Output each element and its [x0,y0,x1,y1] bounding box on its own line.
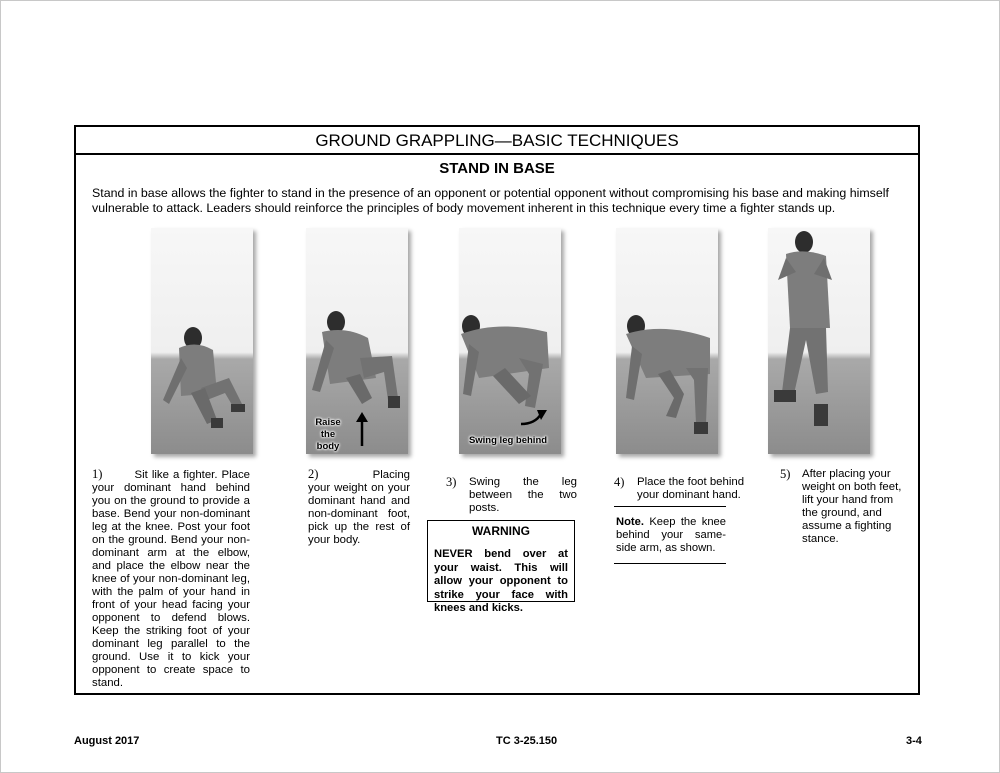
warning-body: NEVER bend over at your waist. This will allow your opponent to strike your face with knees and kicks. [434,548,568,614]
warning-box [427,520,575,614]
step-3 [446,476,582,515]
step-4 [614,476,754,502]
step-4-text: Place the foot behind your dominant hand. [637,476,745,501]
note-label: Note. [616,516,644,528]
raise-label-line-1: Raise [315,417,341,428]
frame-title: GROUND GRAPPLING—BASIC TECHNIQUES [76,127,918,155]
photo-step-4 [616,228,718,454]
step-4-number: 4) [614,475,625,489]
intro-paragraph: Stand in base allows the fighter to stand in the presence of an opponent or potential opponent without compromising his base and making himself vulnerable to attack. Leaders should reinforce the principles of body movement inherent in this technique every time a fighter stands up. [92,186,889,215]
photo-step-3 [459,228,561,454]
step-3-text: Swing the leg between the two posts. [469,476,577,514]
soldier-foot-placement-illustration [616,228,718,454]
soldier-swing-leg-illustration [459,228,561,454]
footer-date: August 2017 [74,735,140,747]
step-5-number: 5) [780,467,791,481]
raise-the-body-label [310,417,346,453]
raise-label-line-3: body [316,441,340,452]
step-3-number: 3) [446,475,457,489]
curved-arrow-icon [521,414,541,424]
footer-page-number: 3-4 [906,735,922,747]
step-1-number: 1) [92,467,103,481]
step-5-text: After placing your weight on both feet, lift your hand from the ground, and assume a fighting stance. [802,468,902,545]
soldier-fighting-stance-illustration [768,228,870,454]
warning-title: WARNING [472,524,530,538]
photo-step-2 [306,228,408,454]
step-5 [780,468,912,546]
step-2-text: Placing your weight on your dominant hand and non-dominant foot, pick up the rest of your body. [308,469,410,546]
note-box [614,506,726,564]
swing-leg-label: Swing leg behind [468,435,548,446]
photo-step-5 [768,228,870,454]
step-1-text: Sit like a fighter. Place your dominant hand behind you on the ground to provide a base. Bend your non-dominant leg at the knee. Post your foot on the ground. Bend your non-dominant arm at the elbow, and place the elbow near the knee of your non-dominant leg, with the palm of your hand in front of your head facing your opponent to defend blows. Keep the striking foot of your dominant leg parallel to the ground. Use it to kick your opponent to create space to stand. [92,469,250,689]
raise-label-line-2: the [320,429,336,440]
photo-step-1 [151,228,253,454]
step-1 [92,468,250,690]
figure-frame [74,125,920,695]
step-2-number: 2) [308,467,319,481]
note-text: Keep the knee behind your same-side arm, as shown. [616,516,726,554]
section-title: STAND IN BASE [439,160,555,177]
footer-document-id: TC 3-25.150 [496,735,558,747]
soldier-sitting-illustration [151,228,253,454]
step-2 [308,468,410,547]
